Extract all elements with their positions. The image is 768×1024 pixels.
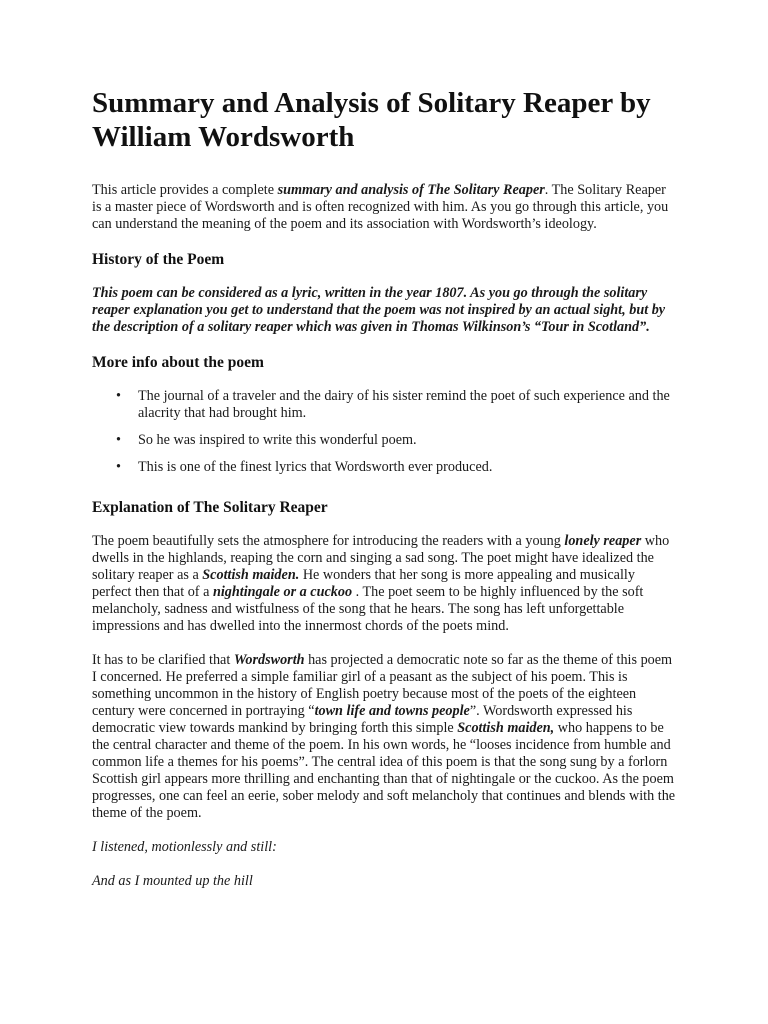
- emphasis-run: nightingale or a cuckoo: [212, 584, 353, 600]
- intro-paragraph: [92, 182, 676, 233]
- history-paragraph: This poem can be considered as a lyric, written in the year 1807. As you go through the solitary reaper explanation you get to understand that the poem was not inspired by an actual sight, but by the description of a solitary reaper which was given in Thomas Wilkinson’s “Tour in Scotland”.: [92, 285, 666, 335]
- explanation-heading: Explanation of The Solitary Reaper: [92, 499, 328, 516]
- intro-text-1: This article provides a complete: [92, 182, 278, 198]
- emphasis-run: town life and towns people: [314, 703, 470, 719]
- history-heading: History of the Poem: [92, 251, 225, 268]
- more-info-list: [92, 388, 676, 476]
- more-info-heading: More info about the poem: [92, 354, 264, 371]
- text-run: ”. Wordsworth expressed his democratic view towards mankind by bringing forth this simple: [92, 703, 633, 736]
- emphasis-run: Scottish maiden,: [457, 720, 555, 736]
- emphasis-run: lonely reaper: [564, 533, 642, 549]
- text-run: It has to be clarified that: [92, 652, 234, 668]
- page-title: Summary and Analysis of Solitary Reaper by William Wordsworth: [92, 87, 651, 153]
- text-run: . The poet seem to be highly influenced by the soft melancholy, sadness and wistfulness of the song that he hears. The song has left unforgettable impressions and has dwelled into the innermost chords of the poets mind.: [92, 584, 644, 634]
- emphasis-run: Scottish maiden.: [202, 567, 300, 583]
- text-run: who dwells in the highlands, reaping the corn and singing a sad song. The poet might have idealized the solitary reaper as a: [92, 533, 670, 583]
- explanation-paragraph-1: [92, 533, 676, 635]
- intro-emphasis: summary and analysis of The Solitary Reaper: [277, 182, 545, 198]
- document-page: [92, 86, 676, 907]
- list-item: • So he was inspired to write this wonderful poem.: [138, 432, 676, 449]
- explanation-paragraph-2: [92, 652, 676, 822]
- text-run: He wonders that her song is more appealing and musically perfect then that of a: [92, 567, 635, 600]
- list-item: • The journal of a traveler and the dairy of his sister remind the poet of such experience and the alacrity that had brought him.: [138, 388, 676, 422]
- verse-line: I listened, motionlessly and still:: [92, 839, 277, 855]
- emphasis-run: Wordsworth: [233, 652, 305, 668]
- list-item: • This is one of the finest lyrics that Wordsworth ever produced.: [138, 459, 676, 476]
- text-run: The poem beautifully sets the atmosphere for introducing the readers with a young: [92, 533, 565, 549]
- text-run: who happens to be the central character and theme of the poem. In his own words, he “looses incidence from humble and common life a themes for his poems”. The central idea of this poem is that the song sung by a forlorn Scottish girl appears more thrilling and enchanting than that of nightingale or the cuckoo. As the poem progresses, one can feel an eerie, sober melody and soft melancholy that continues and blends with the theme of the poem.: [92, 720, 676, 821]
- intro-text-2: . The Solitary Reaper is a master piece of Wordsworth and is often recognized with him. As you go through this article, you can understand the meaning of the poem and its association with Wordsworth’s ideology.: [92, 182, 669, 232]
- text-run: has projected a democratic note so far as the theme of this poem I concerned. He preferred a simple familiar girl of a peasant as the subject of his poem. This is something uncommon in the history of English poetry because most of the poets of the eighteen century were concerned in portraying “: [92, 652, 673, 719]
- verse-line: And as I mounted up the hill: [92, 873, 253, 889]
